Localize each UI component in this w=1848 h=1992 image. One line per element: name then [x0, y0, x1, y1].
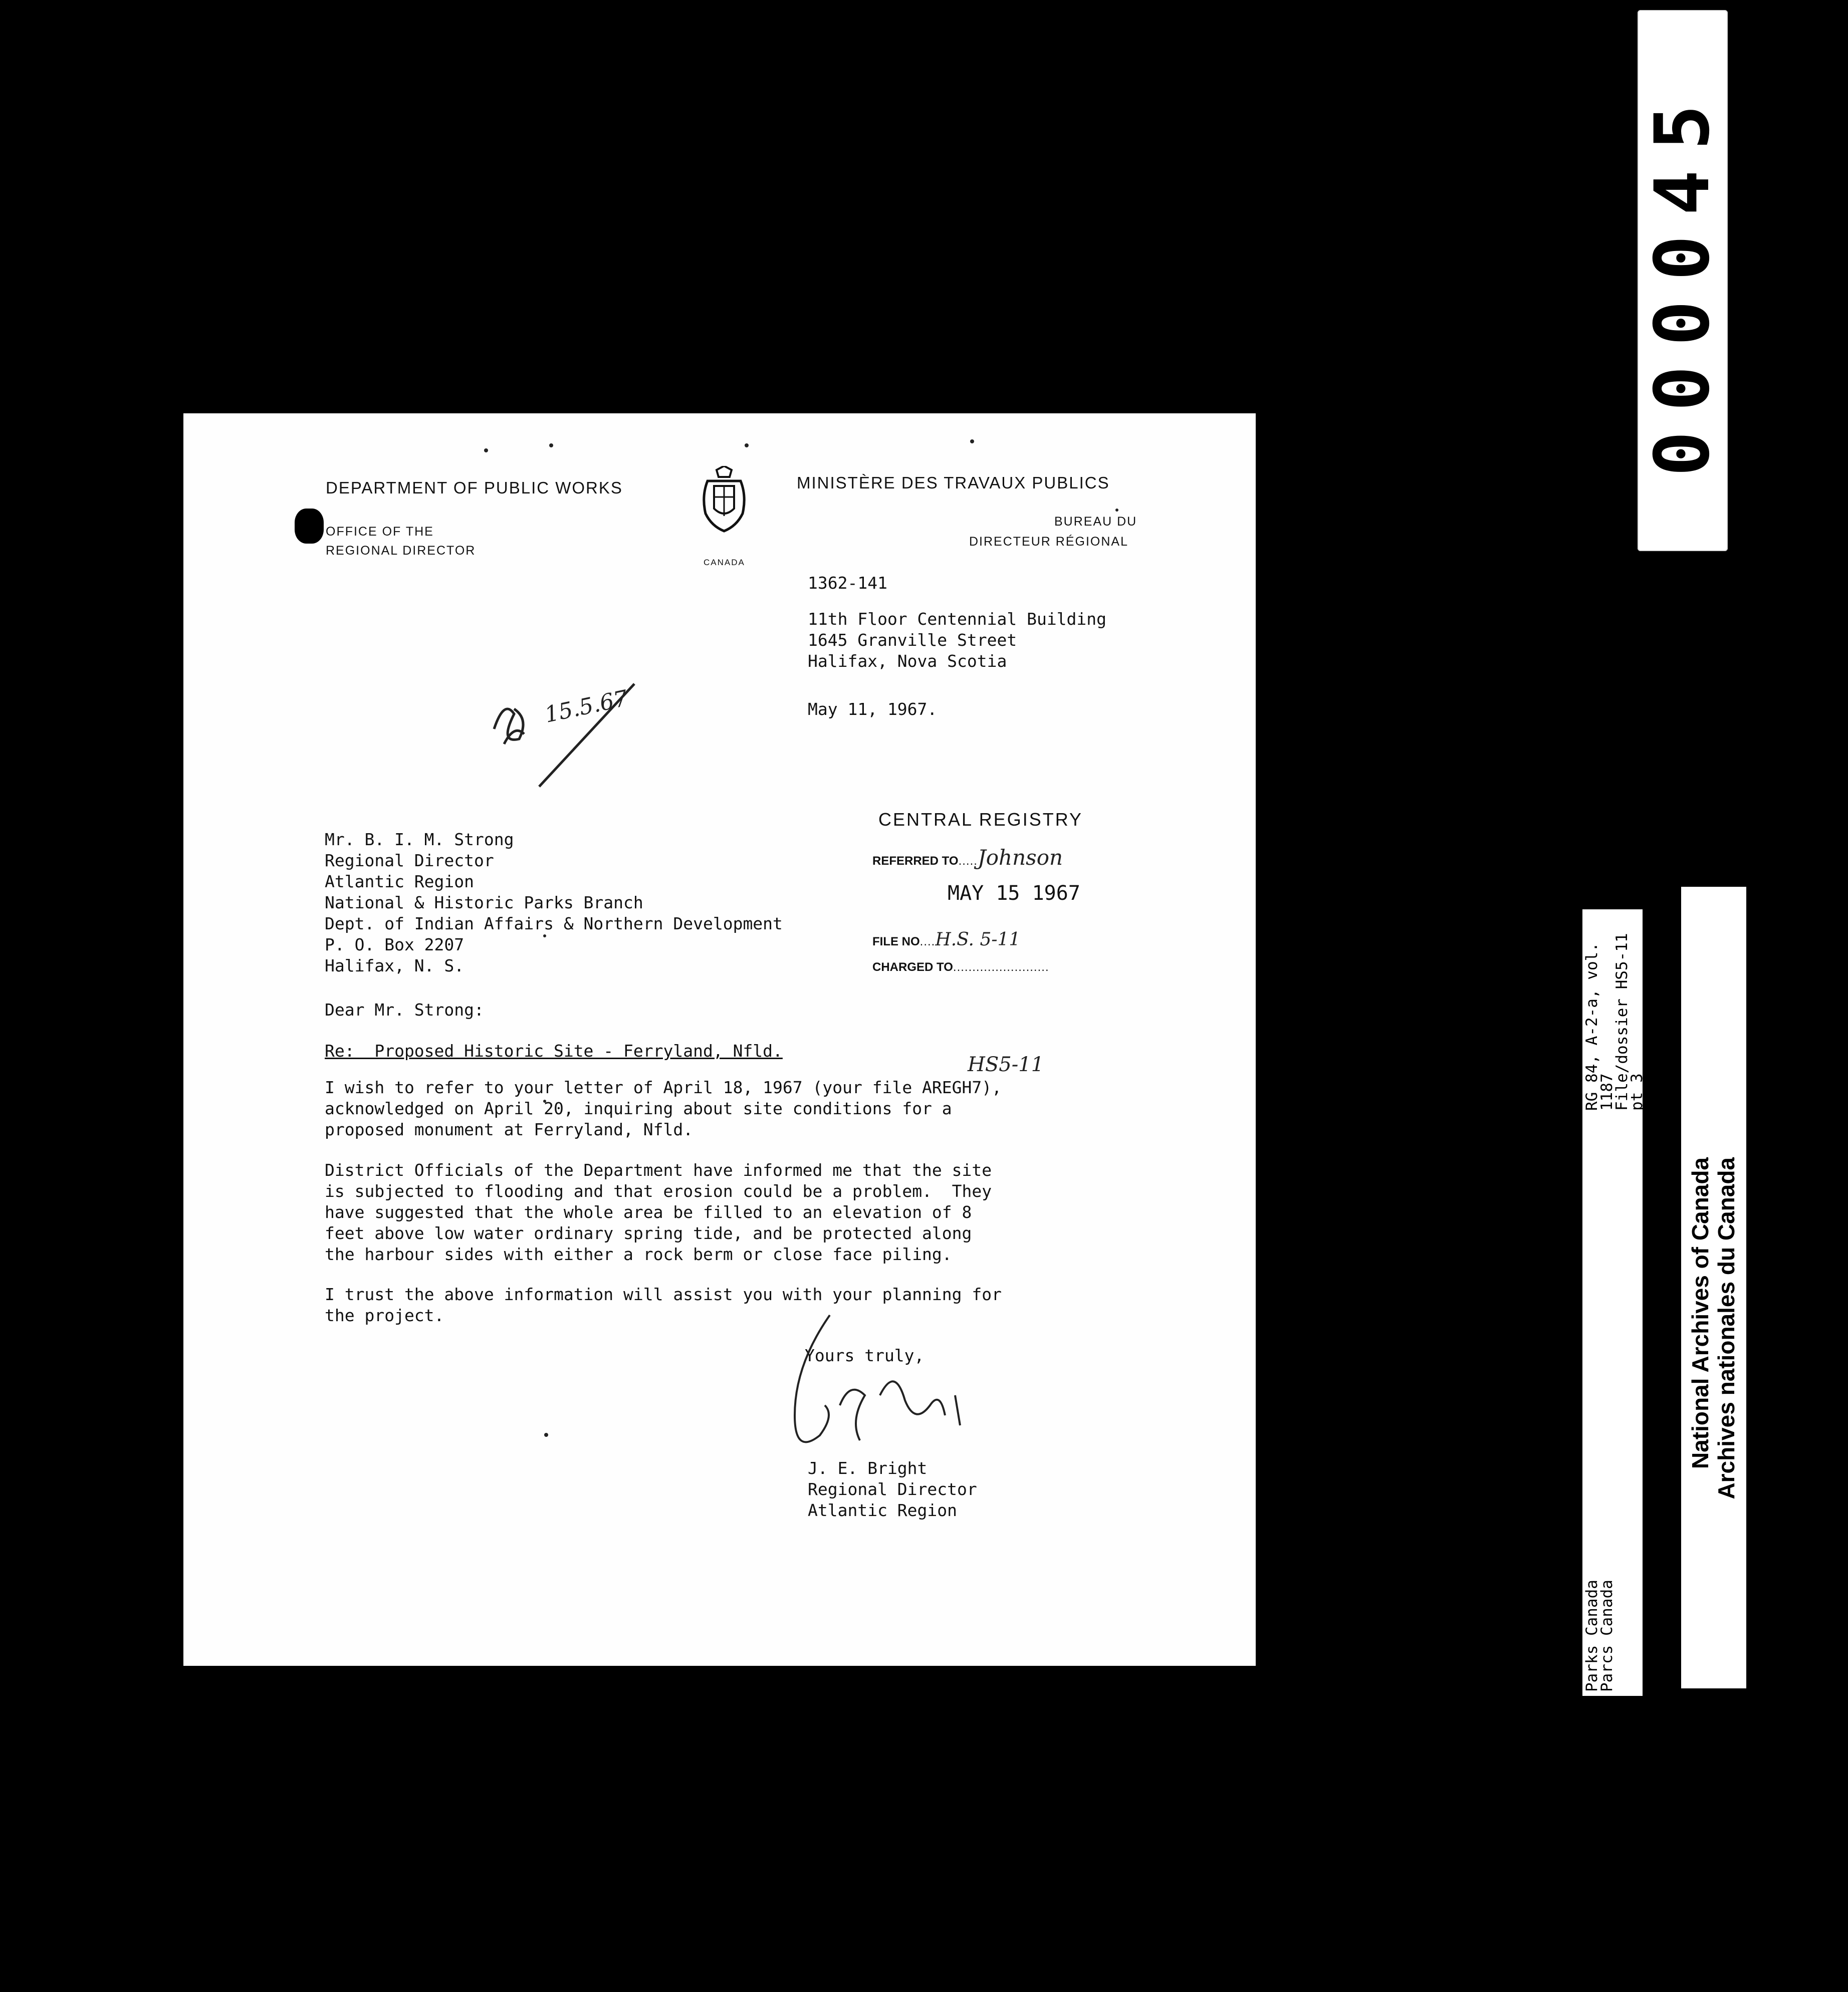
office-line1-french: BUREAU DU	[1054, 515, 1137, 529]
stamp-title: CENTRAL REGISTRY	[878, 809, 1083, 830]
archive-reference-strip	[1582, 909, 1646, 1696]
file-number: 1362-141	[808, 573, 887, 593]
org-name-english: Parks Canada	[1583, 1580, 1601, 1692]
punch-hole-mark	[295, 509, 324, 544]
scan-speck	[970, 439, 974, 443]
office-line1-english: OFFICE OF THE	[326, 525, 434, 539]
office-line2-french: DIRECTEUR RÉGIONAL	[969, 535, 1128, 549]
scan-speck	[543, 934, 546, 937]
stamp-dots: .........................	[953, 960, 1049, 974]
signatory-name: J. E. Bright	[808, 1458, 928, 1478]
letter-date: May 11, 1967.	[808, 699, 938, 719]
handwritten-initials-mark	[484, 669, 674, 789]
body-p3-line1: I trust the above information will assist you with your planning for	[325, 1285, 1002, 1304]
org-name-french: Parcs Canada	[1598, 1580, 1616, 1692]
recipient-line4: National & Historic Parks Branch	[325, 893, 643, 912]
frame-number: 000045	[1639, 85, 1726, 476]
scan-speck	[484, 448, 488, 452]
stamp-referred-label: REFERRED TO	[872, 854, 959, 868]
archives-name-french: Archives nationales du Canada	[1713, 1157, 1739, 1500]
body-p2-line1: District Officials of the Department have informed me that the site	[325, 1160, 992, 1180]
department-name-french: MINISTÈRE DES TRAVAUX PUBLICS	[797, 473, 1110, 492]
signatory-region: Atlantic Region	[808, 1501, 958, 1520]
recipient-line2: Regional Director	[325, 851, 494, 870]
archives-label	[1681, 887, 1746, 1688]
coat-of-arms-icon	[697, 466, 752, 534]
stamp-dots: .....	[958, 854, 978, 868]
reference-file: File/dossier HS5-11	[1613, 933, 1631, 1111]
subject-line: Re: Proposed Historic Site - Ferryland, Nfld.	[325, 1041, 783, 1061]
reference-part: pt 3	[1628, 1073, 1646, 1111]
salutation: Dear Mr. Strong:	[325, 1000, 484, 1020]
scan-speck	[549, 443, 553, 447]
body-p3-line2: the project.	[325, 1306, 444, 1325]
recipient-line3: Atlantic Region	[325, 872, 475, 891]
sender-address-line2: 1645 Granville Street	[808, 630, 1017, 650]
scan-speck	[745, 443, 749, 447]
archives-name-english: National Archives of Canada	[1687, 1157, 1713, 1469]
body-p2-line4: feet above low water ordinary spring tide, and be protected along	[325, 1223, 972, 1243]
handwritten-date: 15.5.67	[542, 685, 630, 728]
department-name-english: DEPARTMENT OF PUBLIC WORKS	[326, 478, 623, 497]
sender-address-line3: Halifax, Nova Scotia	[808, 651, 1007, 671]
recipient-line6: P. O. Box 2207	[325, 935, 465, 954]
scan-speck	[1115, 509, 1118, 512]
scan-speck	[544, 1433, 548, 1437]
stamp-date: MAY 15 1967	[948, 882, 1080, 905]
recipient-line1: Mr. B. I. M. Strong	[325, 830, 514, 849]
closing: Yours truly,	[805, 1346, 925, 1365]
signatory-title: Regional Director	[808, 1479, 977, 1499]
stamp-dots: ....	[919, 935, 936, 948]
stamp-referred-value: Johnson	[977, 845, 1063, 870]
office-line2-english: REGIONAL DIRECTOR	[326, 544, 476, 558]
stamp-file-label: FILE NO	[872, 935, 920, 948]
letter-page	[183, 413, 1256, 1666]
stamp-charged-label: CHARGED TO	[872, 960, 953, 974]
central-registry-stamp	[872, 809, 1153, 974]
recipient-line5: Dept. of Indian Affairs & Northern Development	[325, 914, 783, 933]
crest-label: CANADA	[704, 558, 745, 567]
body-p2-line5: the harbour sides with either a rock berm or close face piling.	[325, 1244, 952, 1264]
recipient-line7: Halifax, N. S.	[325, 956, 465, 975]
stamp-file-value: H.S. 5-11	[935, 929, 1021, 950]
body-p2-line3: have suggested that the whole area be filled to an elevation of 8	[325, 1202, 972, 1222]
handwritten-file-ref: HS5-11	[968, 1053, 1044, 1076]
body-p2-line2: is subjected to flooding and that erosion could be a problem. They	[325, 1181, 992, 1201]
body-p1-line3: proposed monument at Ferryland, Nfld.	[325, 1120, 694, 1139]
body-p1-line2: acknowledged on April 20, inquiring about site conditions for a	[325, 1099, 952, 1118]
frame-number-label	[1638, 10, 1728, 551]
reference-line: RG 84, A-2-a, vol. 1187	[1583, 942, 1616, 1111]
body-p1-line1: I wish to refer to your letter of April 18, 1967 (your file AREGH7),	[325, 1078, 1002, 1097]
sender-address-line1: 11th Floor Centennial Building	[808, 609, 1107, 629]
